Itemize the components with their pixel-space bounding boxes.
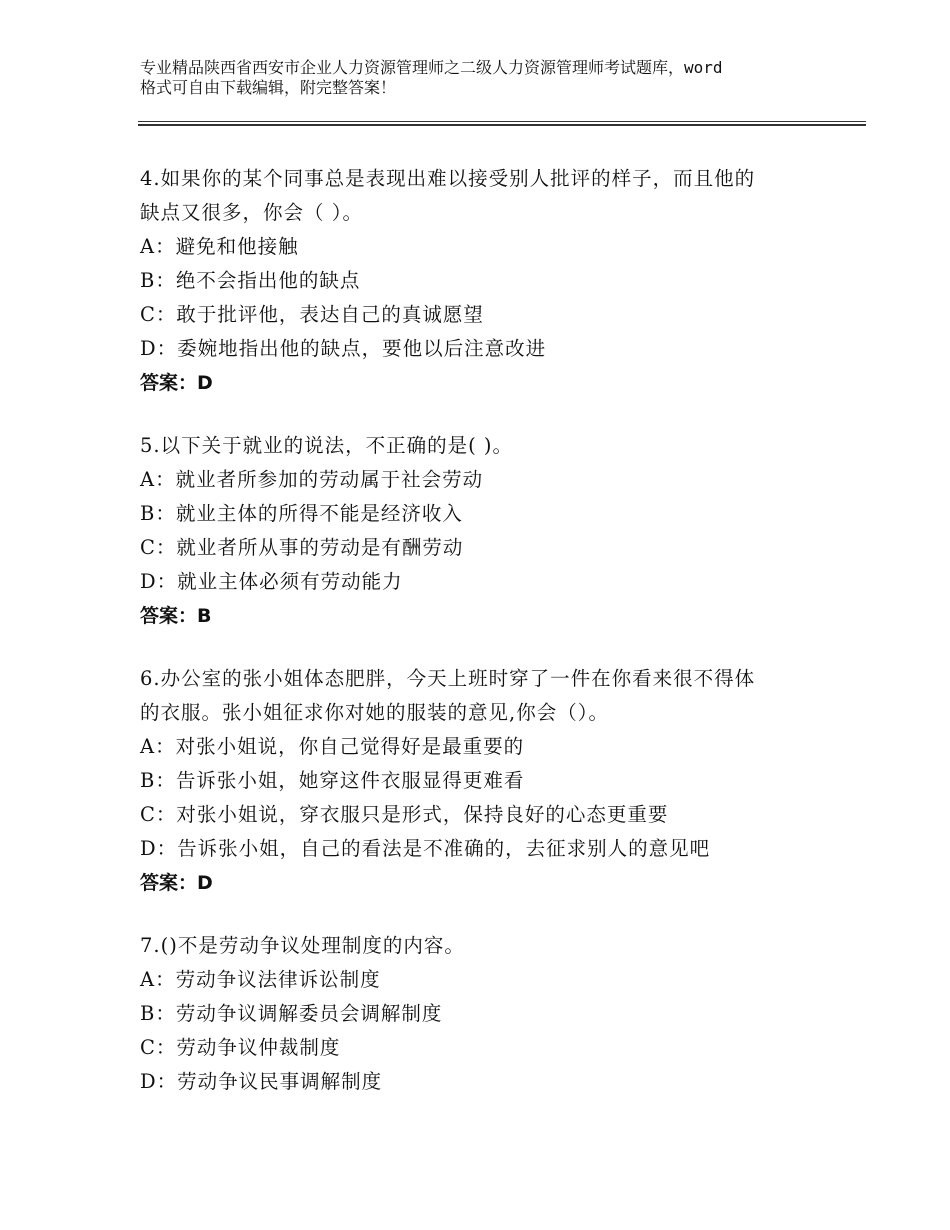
question-stem: 6.办公室的张小姐体态肥胖，今天上班时穿了一件在你看来很不得体	[140, 667, 756, 690]
header-line-2: 格式可自由下载编辑，附完整答案！	[140, 78, 397, 97]
option-a: A：就业者所参加的劳动属于社会劳动	[140, 468, 484, 491]
option-b: B：劳动争议调解委员会调解制度	[140, 1002, 443, 1025]
option-a: A：劳动争议法律诉讼制度	[140, 968, 381, 991]
question-list	[140, 162, 840, 1128]
option-a: A：避免和他接触	[140, 235, 299, 258]
question-stem: 7.()不是劳动争议处理制度的内容。	[140, 934, 465, 957]
answer-label: 答案：D	[140, 872, 213, 894]
question-6	[140, 662, 840, 900]
header-line-1: 专业精品陕西省西安市企业人力资源管理师之二级人力资源管理师考试题库，word	[140, 58, 723, 77]
option-b: B：告诉张小姐，她穿这件衣服显得更难看	[140, 769, 525, 792]
option-d: D：就业主体必须有劳动能力	[140, 570, 403, 593]
option-a: A：对张小姐说，你自己觉得好是最重要的	[140, 735, 525, 758]
option-b: B：就业主体的所得不能是经济收入	[140, 502, 463, 525]
option-c: C：就业者所从事的劳动是有酬劳动	[140, 536, 464, 559]
header-divider	[138, 121, 866, 126]
question-7	[140, 929, 840, 1099]
question-5	[140, 429, 840, 633]
option-d: D：告诉张小姐，自己的看法是不准确的，去征求别人的意见吧	[140, 837, 711, 860]
option-c: C：敢于批评他，表达自己的真诚愿望	[140, 303, 484, 326]
question-stem: 4.如果你的某个同事总是表现出难以接受别人批评的样子，而且他的	[140, 167, 756, 190]
option-b: B：绝不会指出他的缺点	[140, 269, 361, 292]
option-d: D：委婉地指出他的缺点，要他以后注意改进	[140, 337, 547, 360]
question-stem: 5.以下关于就业的说法，不正确的是( )。	[140, 434, 514, 457]
answer-label: 答案：D	[140, 372, 213, 394]
question-4	[140, 162, 840, 400]
question-stem: 的衣服。张小姐征求你对她的服装的意见,你会（）。	[140, 701, 609, 724]
answer-label: 答案：B	[140, 605, 212, 627]
option-c: C：劳动争议仲裁制度	[140, 1036, 341, 1059]
document-header	[140, 58, 820, 98]
question-stem: 缺点又很多，你会（ ）。	[140, 201, 363, 224]
option-d: D：劳动争议民事调解制度	[140, 1070, 383, 1093]
option-c: C：对张小姐说，穿衣服只是形式，保持良好的心态更重要	[140, 803, 669, 826]
